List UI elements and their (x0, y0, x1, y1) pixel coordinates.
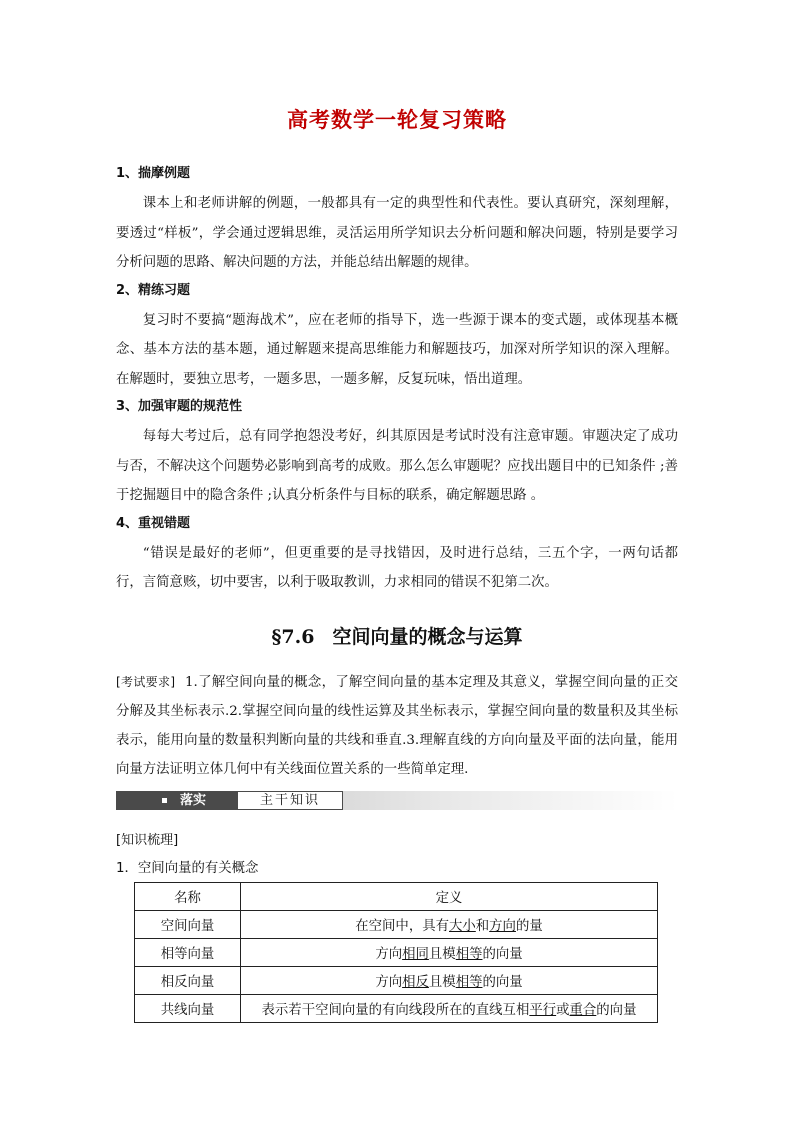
requirements-text: 1.了解空间向量的概念，了解空间向量的基本定理及其意义，掌握空间向量的正交分解及其坐标表示.2.掌握空间向量的线性运算及其坐标表示，掌握空间向量的数量积及其坐标表示，能用向量的数量积判断向量的共线和垂直.3.理解直线的方向向量及平面的法向量，能用向量方法证明立体几何中有关线面位置关系的一些简单定理. (116, 675, 678, 777)
banner-left-block (116, 791, 237, 810)
def-text: 的向量 (596, 1003, 637, 1018)
table-row (135, 911, 658, 939)
row-definition (241, 939, 658, 967)
strategy-heading-1: 1、揣摩例题 (116, 166, 191, 181)
def-text: 且模 (428, 947, 456, 962)
def-text: 或 (556, 1003, 570, 1018)
table-row (135, 967, 658, 995)
row-definition (241, 967, 658, 995)
strategy-heading-3: 3、加强审题的规范性 (116, 399, 243, 414)
row-name: 共线向量 (135, 995, 241, 1023)
strategy-body-2: 复习时不要搞“题海战术”，应在老师的指导下，选一些源于课本的变式题，或体现基本概念、基本方法的基本题，通过解题来提高思维能力和解题技巧，加深对所学知识的深入理解。在解题时，要独立思考，一题多思，一题多解，反复玩味，悟出道理。 (116, 312, 678, 387)
page-title: 高考数学一轮复习策略 (287, 108, 507, 132)
row-name: 相反向量 (135, 967, 241, 995)
def-text: 的向量 (482, 947, 523, 962)
table-row (135, 995, 658, 1023)
strategy-body-4: “错误是最好的老师”，但更重要的是寻找错因，及时进行总结，三五个字，一两句话都行，言简意赅，切中要害，以利于吸取教训，力求相同的错误不犯第二次。 (116, 545, 678, 590)
exam-requirements (116, 668, 678, 784)
def-text: 的量 (515, 919, 543, 934)
row-definition (241, 995, 658, 1023)
def-text: 且模 (428, 975, 456, 990)
header-definition: 定义 (241, 883, 658, 911)
def-blank: 平行 (529, 1003, 557, 1018)
def-blank: 相等 (455, 975, 483, 990)
requirements-tag: [考试要求] (116, 675, 176, 689)
square-bullet-icon (162, 798, 167, 803)
section-name: 空间向量的概念与运算 (332, 626, 523, 648)
def-blank: 相等 (455, 947, 483, 962)
table-row (135, 939, 658, 967)
def-blank: 相同 (402, 947, 429, 962)
def-blank: 重合 (569, 1003, 597, 1018)
def-blank: 相反 (402, 975, 429, 990)
concepts-table (134, 882, 658, 1023)
strategy-heading-4: 4、重视错题 (116, 515, 191, 531)
section-title (0, 622, 794, 649)
header-name: 名称 (135, 883, 241, 911)
row-name: 空间向量 (135, 911, 241, 939)
def-text: 和 (475, 919, 490, 934)
def-text: 方向 (375, 975, 403, 990)
strategy-body-3: 每每大考过后，总有同学抱怨没考好，纠其原因是考试时没有注意审题。审题决定了成功与否，不解决这个问题势必影响到高考的成败。那么怎么审题呢？应找出题目中的已知条件 ;善于挖掘题目中的隐含条件 ;认真分析条件与目标的联系，确定解题思路 。 (116, 429, 678, 503)
strategy-heading-2: 2、精练习题 (116, 282, 191, 298)
row-name: 相等向量 (135, 939, 241, 967)
row-definition (241, 911, 658, 939)
section-number: §7.6 (271, 626, 315, 648)
banner-right-label: 主干知识 (237, 791, 343, 810)
knowledge-item-1: 1．空间向量的有关概念 (116, 861, 259, 876)
table-header-row (135, 883, 658, 911)
strategy-section (116, 163, 678, 600)
knowledge-label: [知识梳理] (116, 833, 179, 848)
def-text: 的向量 (482, 975, 523, 990)
def-blank: 大小 (449, 919, 476, 934)
def-text: 表示若干空间向量的有向线段所在的直线互相 (261, 1003, 530, 1018)
banner-left-label: 落实 (180, 793, 207, 808)
def-text: 在空间中，具有 (355, 919, 449, 934)
strategy-body-1: 课本上和老师讲解的例题，一般都具有一定的典型性和代表性。要认真研究，深刻理解，要透过“样板”，学会通过逻辑思维，灵活运用所学知识去分析问题和解决问题，特别是要学习分析问题的思路、解决问题的方法，并能总结出解题的规律。 (116, 196, 678, 270)
def-text: 方向 (375, 947, 403, 962)
section-banner (116, 791, 678, 810)
def-blank: 方向 (489, 919, 516, 934)
